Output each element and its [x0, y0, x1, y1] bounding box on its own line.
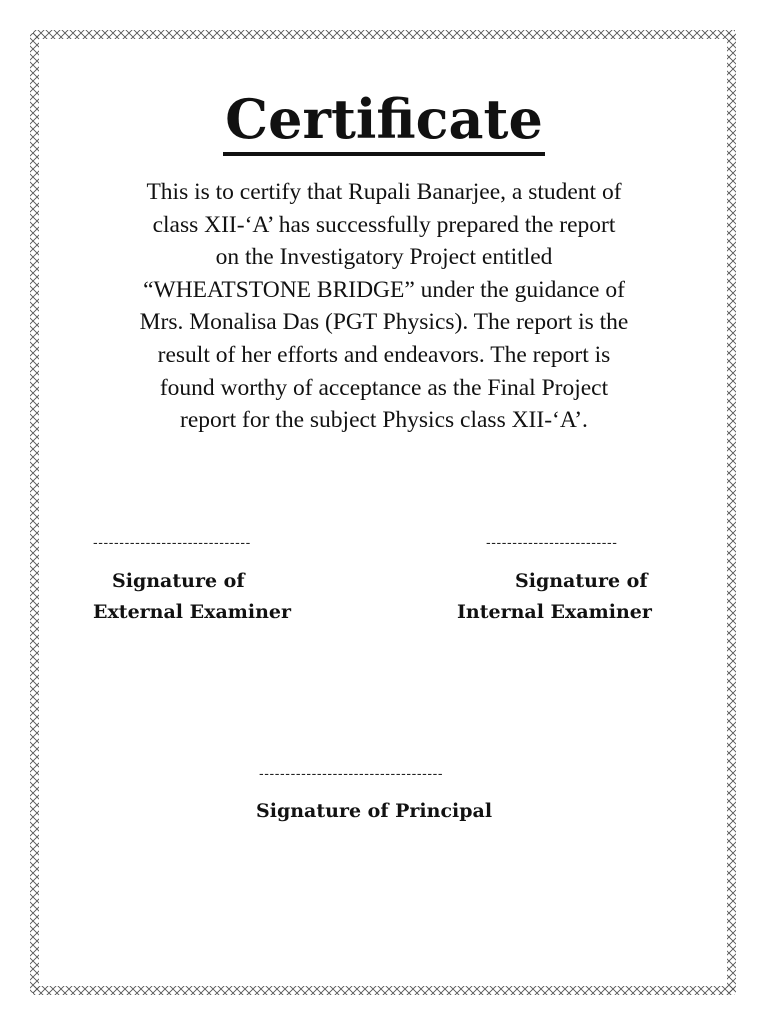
body-line: This is to certify that Rupali Banarjee, a student of [146, 179, 622, 205]
external-examiner-label-2: External Examiner [93, 601, 291, 623]
body-line: report for the subject Physics class XII-‘A’. [180, 407, 588, 434]
internal-examiner-signature-line: ------------------------- [486, 534, 618, 550]
body-line: Mrs. Monalisa Das (PGT Physics). The report is the [139, 309, 629, 336]
body-line: found worthy of acceptance as the Final Project [159, 374, 609, 401]
body-line: result of her efforts and endeavors. The report is [157, 341, 611, 368]
external-examiner-label-1: Signature of [112, 570, 245, 592]
principal-signature-line: ----------------------------------- [259, 765, 444, 781]
external-examiner-signature-line: ------------------------------ [93, 534, 251, 550]
certificate-title: Certificate [223, 88, 545, 156]
body-line: on the Investigatory Project entitled [215, 244, 553, 271]
body-line: “WHEATSTONE BRIDGE” under the guidance of [143, 276, 625, 303]
certificate-title-wrap [0, 88, 768, 156]
certificate-body [88, 176, 680, 437]
internal-examiner-label-1: Signature of [515, 570, 648, 592]
body-line: class XII-‘A’ has successfully prepared the report [152, 211, 616, 238]
internal-examiner-label-2: Internal Examiner [457, 601, 652, 623]
principal-label: Signature of Principal [256, 800, 493, 822]
